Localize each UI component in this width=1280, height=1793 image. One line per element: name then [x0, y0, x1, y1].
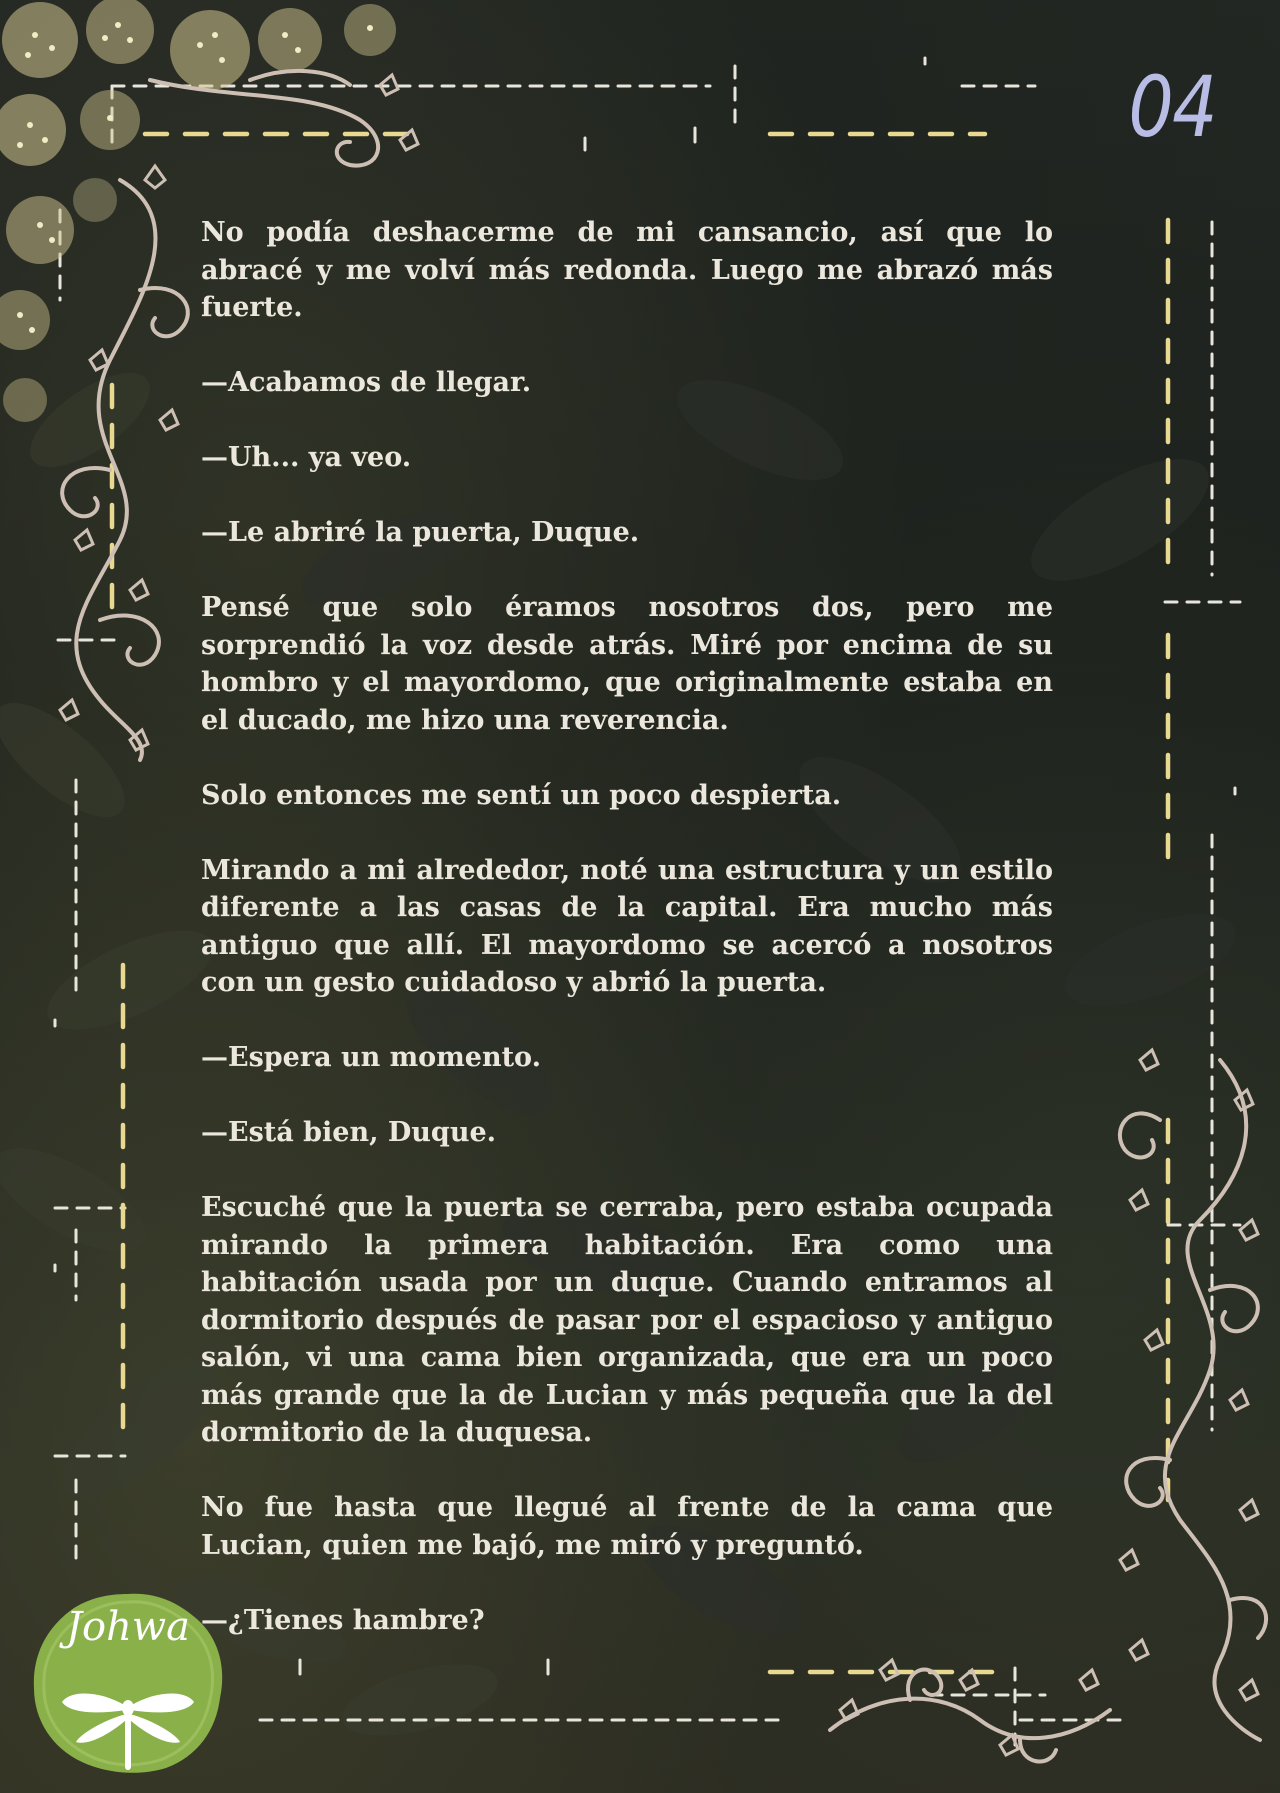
story-text: [201, 214, 1053, 1677]
paragraph: —Está bien, Duque.: [201, 1117, 497, 1148]
page-number: 04: [1128, 58, 1216, 156]
logo-text: Johwa: [66, 1604, 190, 1650]
paragraph: —Espera un momento.: [201, 1042, 541, 1073]
paragraph: No podía deshacerme de mi cansancio, así que lo abracé y me volví más redonda. Luego me abrazó más fuerte.: [201, 217, 1053, 323]
paragraph: —Le abriré la puerta, Duque.: [201, 517, 640, 548]
paragraph: —Acabamos de llegar.: [201, 367, 532, 398]
right-vine-decoration: [1100, 1040, 1280, 1760]
paragraph: Escuché que la puerta se cerraba, pero estaba ocupada mirando la primera habitación. Era como una habitación usada por un duque. Cuando entramos al dormitorio después de pasar por el espacioso y antiguo salón, vi una cama bien organizada, que era un poco más grande que la de Lucian y más pequeña que la del dormitorio de la duquesa.: [201, 1192, 1053, 1448]
paragraph: —¿Tienes hambre?: [201, 1604, 485, 1636]
paragraph: Solo entonces me sentí un poco despierta.: [201, 779, 842, 811]
paragraph: —Uh... ya veo.: [201, 442, 412, 473]
paragraph: No fue hasta que llegué al frente de la cama que Lucian, quien me bajó, me miró y preguntó.: [201, 1492, 1053, 1561]
paragraph: Mirando a mi alrededor, noté una estructura y un estilo diferente a las casas de la capital. Era mucho más antiguo que allí. El mayordomo se acercó a nosotros con un gesto cuidadoso y abrió la puerta.: [201, 854, 1053, 998]
johwa-logo: [30, 1590, 226, 1774]
paragraph: Pensé que solo éramos nosotros dos, pero me sorprendió la voz desde atrás. Miré por encima de su hombro y el mayordomo, que originalmente estaba en el ducado, me hizo una reverencia.: [201, 592, 1053, 736]
